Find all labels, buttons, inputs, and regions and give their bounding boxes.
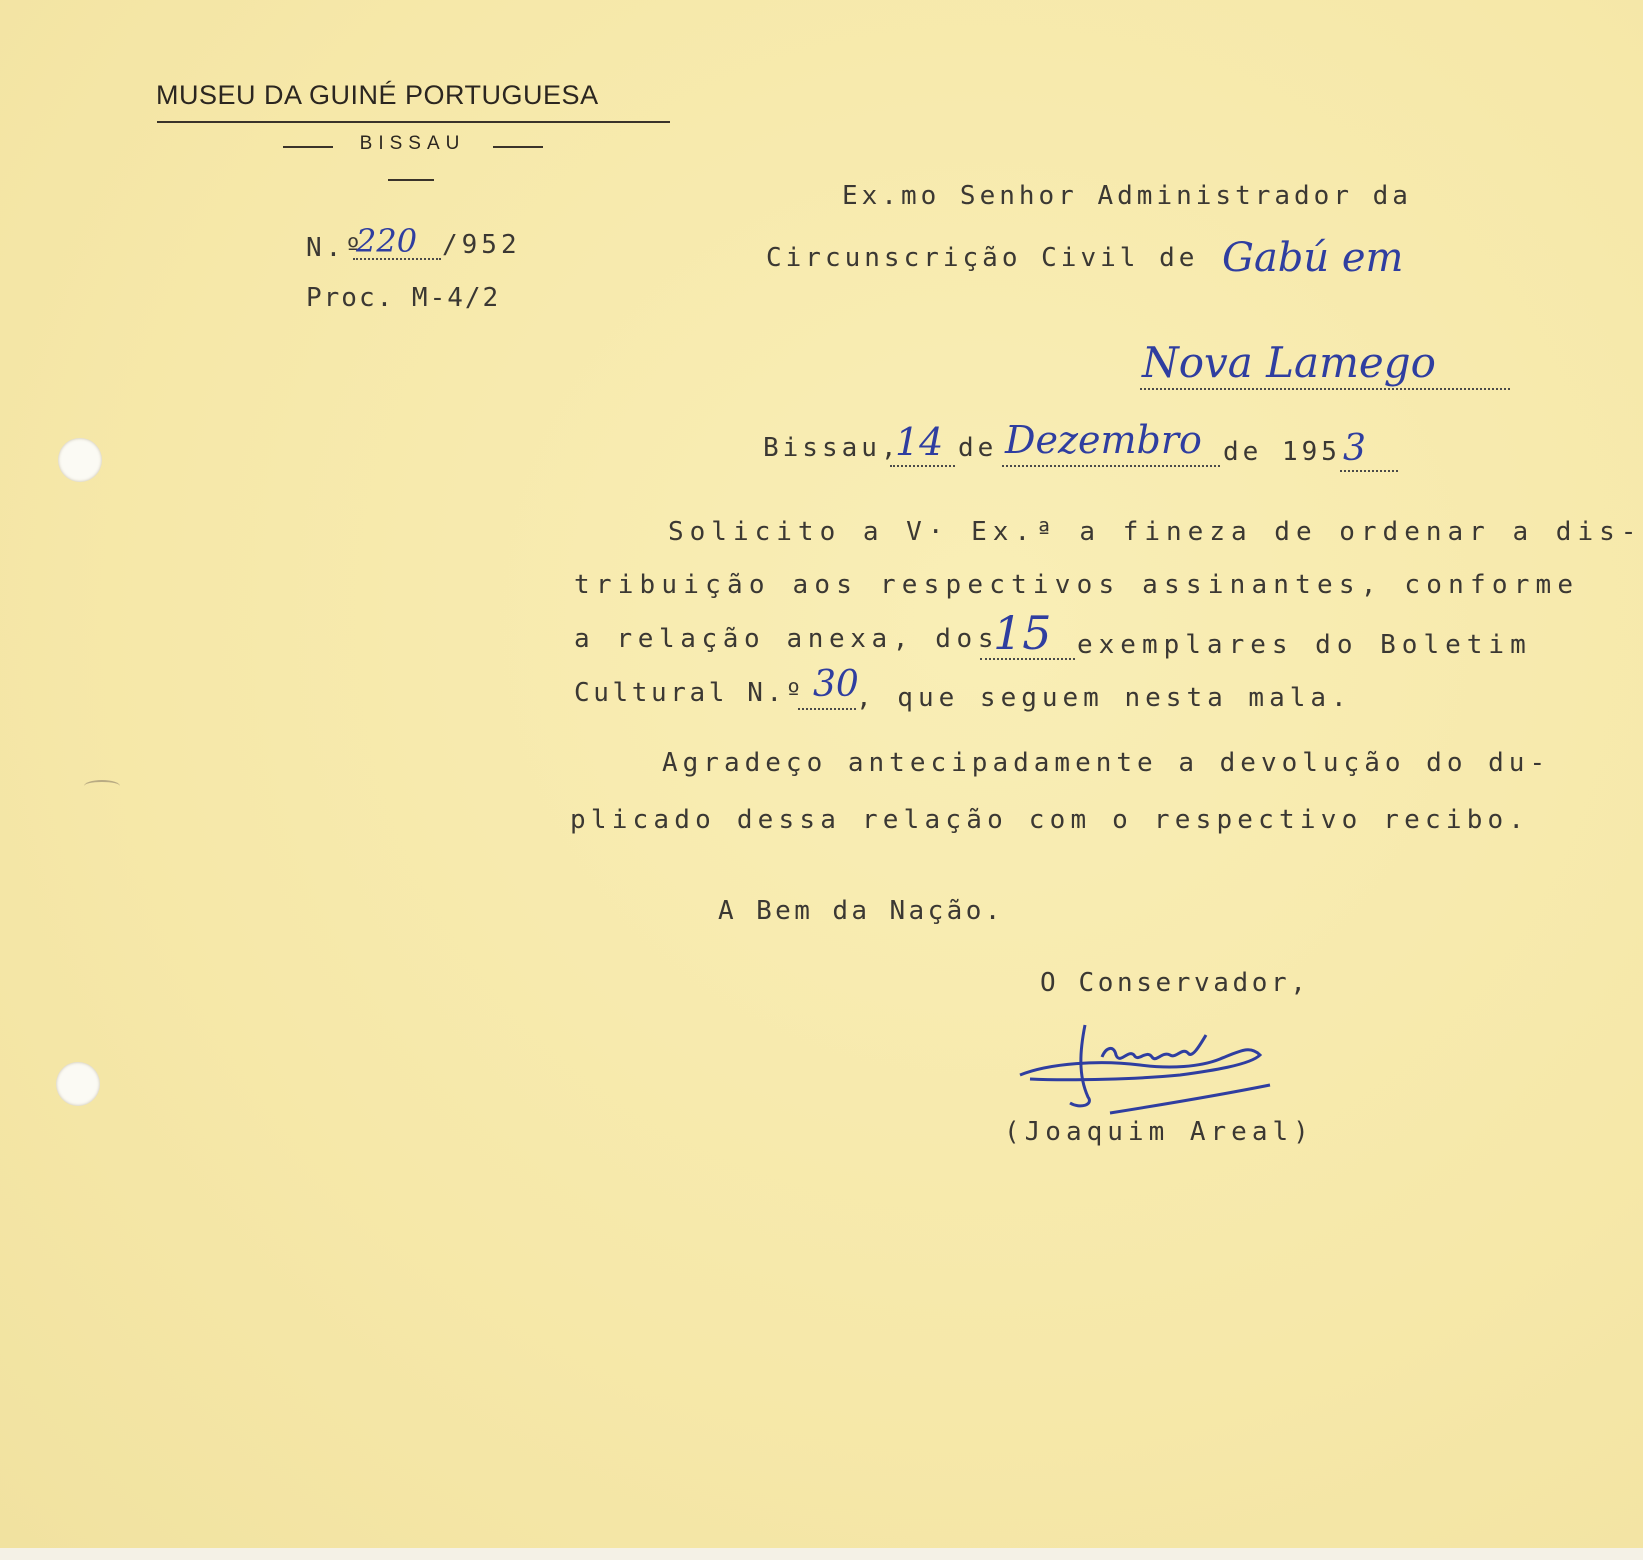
date-year-dots (1340, 470, 1398, 472)
reference-process: Proc. M-4/2 (306, 283, 501, 313)
date-month-dots (1002, 465, 1220, 467)
date-month-handwritten: Dezembro (1005, 418, 1202, 462)
closing-title: O Conservador, (1040, 968, 1310, 998)
paper-tear (84, 780, 120, 792)
letterhead-city: BISSAU (359, 133, 466, 154)
addressee-line2: Circunscrição Civil de (766, 243, 1199, 273)
letterhead-rule (157, 121, 670, 123)
closing-salutation: A Bem da Nação. (718, 896, 1004, 926)
body-p2-line2: plicado dessa relação com o respectivo recibo. (570, 805, 1530, 835)
addressee-handwritten-town: Nova Lamego (1142, 338, 1436, 387)
punch-hole-top (58, 438, 102, 482)
scan-margin (0, 1548, 1643, 1560)
letterhead-short-rule (388, 179, 434, 181)
signature (1010, 1005, 1310, 1125)
body-copies-dots (980, 658, 1075, 660)
date-de-1: de (958, 433, 998, 463)
reference-number-handwritten: 220 (356, 222, 418, 260)
letterhead-institution: MUSEU DA GUINÉ PORTUGUESA (156, 80, 599, 110)
date-day-dots (890, 465, 955, 467)
addressee-dots (1140, 388, 1510, 390)
body-issue-handwritten: 30 (813, 664, 859, 705)
body-copies-handwritten: 15 (993, 606, 1052, 660)
date-year-typed: de 195 (1223, 437, 1341, 467)
date-year-digit-handwritten: 3 (1343, 428, 1366, 469)
body-p1-line1: Solicito a V· Ex.ª a fineza de ordenar a dis- (668, 517, 1643, 547)
reference-number-year: /952 (442, 230, 521, 260)
letterhead-dash-right (493, 146, 543, 148)
reference-number-prefix: N.º (306, 233, 365, 263)
body-p1-line3-b: exemplares do Boletim (1077, 630, 1532, 660)
date-city: Bissau, (763, 433, 901, 463)
body-p1-line2: tribuição aos respectivos assinantes, conforme (574, 570, 1580, 600)
addressee-line1: Ex.mo Senhor Administrador da (842, 181, 1412, 211)
closing-name: (Joaquim Areal) (1004, 1117, 1314, 1147)
reference-number-dots (353, 258, 441, 260)
date-day-handwritten: 14 (895, 420, 944, 464)
body-p2-line1: Agradeço antecipadamente a devolução do du- (662, 748, 1551, 778)
body-p1-line4-b: , que seguem nesta mala. (856, 683, 1352, 713)
addressee-handwritten-region: Gabú em (1222, 235, 1404, 281)
body-issue-dots (798, 708, 856, 710)
body-p1-line3-a: a relação anexa, dos (574, 624, 1000, 654)
body-p1-line4-a: Cultural N.º (574, 678, 806, 708)
punch-hole-bottom (56, 1062, 100, 1106)
